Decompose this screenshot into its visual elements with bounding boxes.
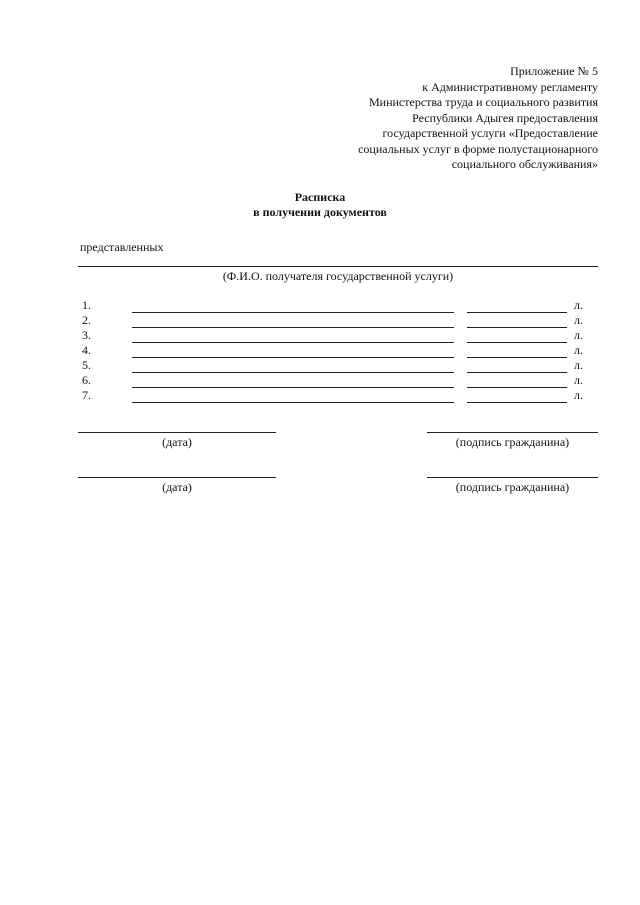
- sheets-suffix: л.: [574, 388, 583, 402]
- sheets-suffix: л.: [574, 328, 583, 342]
- document-name-line: [132, 357, 454, 358]
- sheets-count-line: [467, 387, 567, 388]
- row-number: 6.: [82, 373, 91, 387]
- presented-label: представленных: [80, 240, 164, 254]
- sheets-count-line: [467, 327, 567, 328]
- sheets-suffix: л.: [574, 298, 583, 312]
- document-name-line: [132, 342, 454, 343]
- row-number: 7.: [82, 388, 91, 402]
- sheets-count-line: [467, 312, 567, 313]
- title-line-2: в получении документов: [253, 205, 387, 219]
- appendix-line: Министерства труда и социального развития: [368, 95, 598, 109]
- document-name-line: [132, 327, 454, 328]
- row-number: 1.: [82, 298, 91, 312]
- sheets-count-line: [467, 402, 567, 403]
- document-name-line: [132, 387, 454, 388]
- signature-line: [427, 432, 598, 433]
- appendix-line: Приложение № 5: [510, 64, 598, 78]
- sheets-count-line: [467, 372, 567, 373]
- sheets-suffix: л.: [574, 343, 583, 357]
- appendix-line: социальных услуг в форме полустационарного: [358, 141, 598, 156]
- document-title: [0, 190, 640, 220]
- sheets-suffix: л.: [574, 358, 583, 372]
- sheets-count-line: [467, 357, 567, 358]
- row-number: 5.: [82, 358, 91, 372]
- date-line: [78, 432, 276, 433]
- sheets-count-line: [467, 342, 567, 343]
- document-name-line: [132, 372, 454, 373]
- row-number: 2.: [82, 313, 91, 327]
- appendix-line: к Административному регламенту: [422, 79, 598, 94]
- row-number: 4.: [82, 343, 91, 357]
- appendix-line: социального обслуживания»: [451, 157, 598, 171]
- title-line-1: Расписка: [294, 190, 346, 204]
- appendix-line: Республики Адыгея предоставления: [412, 110, 598, 125]
- signature-caption: (подпись гражданина): [455, 435, 570, 449]
- sheets-suffix: л.: [574, 313, 583, 327]
- signature-line: [427, 477, 598, 478]
- appendix-block: [358, 64, 598, 173]
- recipient-caption: (Ф.И.О. получателя государственной услуги): [222, 269, 454, 283]
- sheets-suffix: л.: [574, 373, 583, 387]
- recipient-name-line: [78, 266, 598, 267]
- row-number: 3.: [82, 328, 91, 342]
- date-caption: (дата): [162, 480, 192, 494]
- appendix-line: государственной услуги «Предоставление: [382, 126, 598, 140]
- document-name-line: [132, 402, 454, 403]
- date-line: [78, 477, 276, 478]
- document-name-line: [132, 312, 454, 313]
- signature-caption: (подпись гражданина): [455, 480, 570, 494]
- date-caption: (дата): [162, 435, 192, 449]
